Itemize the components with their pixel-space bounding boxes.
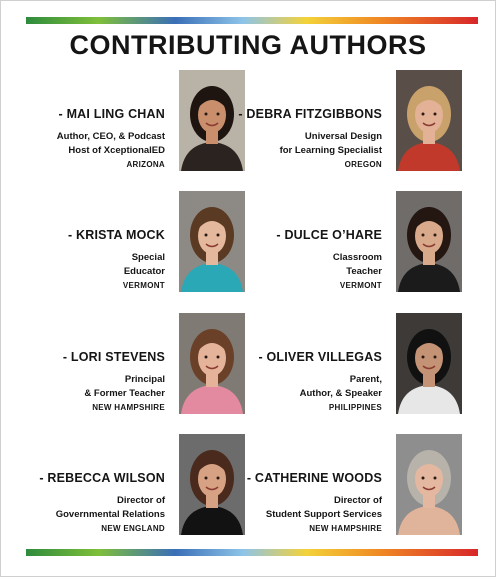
author-name: - CATHERINE WOODS — [246, 471, 382, 485]
author-role2: & Former Teacher — [84, 388, 165, 399]
author-photo — [396, 313, 462, 414]
author-name: - DEBRA FITZGIBBONS — [238, 107, 382, 121]
author-name: - MAI LING CHAN — [58, 107, 165, 121]
author-bio-mai-ling-chan — [0, 107, 165, 169]
author-photo — [396, 70, 462, 171]
author-photo — [396, 434, 462, 535]
author-photo — [396, 191, 462, 292]
author-place: ARIZONA — [126, 160, 165, 169]
author-bio-lori-stevens — [0, 350, 165, 412]
author-role1: Author, CEO, & Podcast — [56, 131, 165, 142]
author-role1: Director of — [333, 495, 382, 506]
author-role2: Educator — [123, 266, 165, 277]
author-role2: Author, & Speaker — [299, 388, 382, 399]
author-name: - KRISTA MOCK — [67, 228, 165, 242]
right-eye — [434, 113, 437, 116]
author-bio-debra-fitzgibbons — [182, 107, 382, 169]
author-bio-dulce-o-hare — [182, 228, 382, 290]
author-role2: Student Support Services — [265, 509, 382, 520]
author-place: VERMONT — [122, 281, 165, 290]
author-place: VERMONT — [339, 281, 382, 290]
bottom-color-bar — [26, 549, 478, 556]
right-eye — [434, 477, 437, 480]
author-role1: Parent, — [349, 374, 382, 385]
left-eye — [422, 113, 425, 116]
author-role1: Universal Design — [304, 131, 382, 142]
author-name: - DULCE O’HARE — [276, 228, 382, 242]
author-role2: Host of XceptionalED — [68, 145, 165, 156]
author-role2: Teacher — [346, 266, 382, 277]
author-name: - OLIVER VILLEGAS — [258, 350, 382, 364]
author-bio-krista-mock — [0, 228, 165, 290]
author-place: NEW HAMPSHIRE — [309, 524, 382, 533]
author-role2: Governmental Relations — [55, 509, 165, 520]
left-eye — [422, 477, 425, 480]
author-place: NEW HAMPSHIRE — [92, 403, 165, 412]
left-eye — [422, 356, 425, 359]
author-bio-rebecca-wilson — [0, 471, 165, 533]
author-role1: Director of — [116, 495, 165, 506]
author-name: - LORI STEVENS — [62, 350, 165, 364]
author-place: PHILIPPINES — [328, 403, 382, 412]
right-eye — [434, 356, 437, 359]
author-role2: for Learning Specialist — [279, 145, 382, 156]
left-eye — [422, 234, 425, 237]
author-role1: Principal — [124, 374, 165, 385]
page-title: CONTRIBUTING AUTHORS — [69, 30, 427, 60]
top-color-bar — [26, 17, 478, 24]
right-eye — [434, 234, 437, 237]
author-bio-oliver-villegas — [182, 350, 382, 412]
author-name: - REBECCA WILSON — [39, 471, 165, 485]
author-role1: Special — [131, 252, 165, 263]
author-role1: Classroom — [332, 252, 382, 263]
author-place: NEW ENGLAND — [101, 524, 165, 533]
author-bio-catherine-woods — [182, 471, 382, 533]
author-place: OREGON — [344, 160, 382, 169]
